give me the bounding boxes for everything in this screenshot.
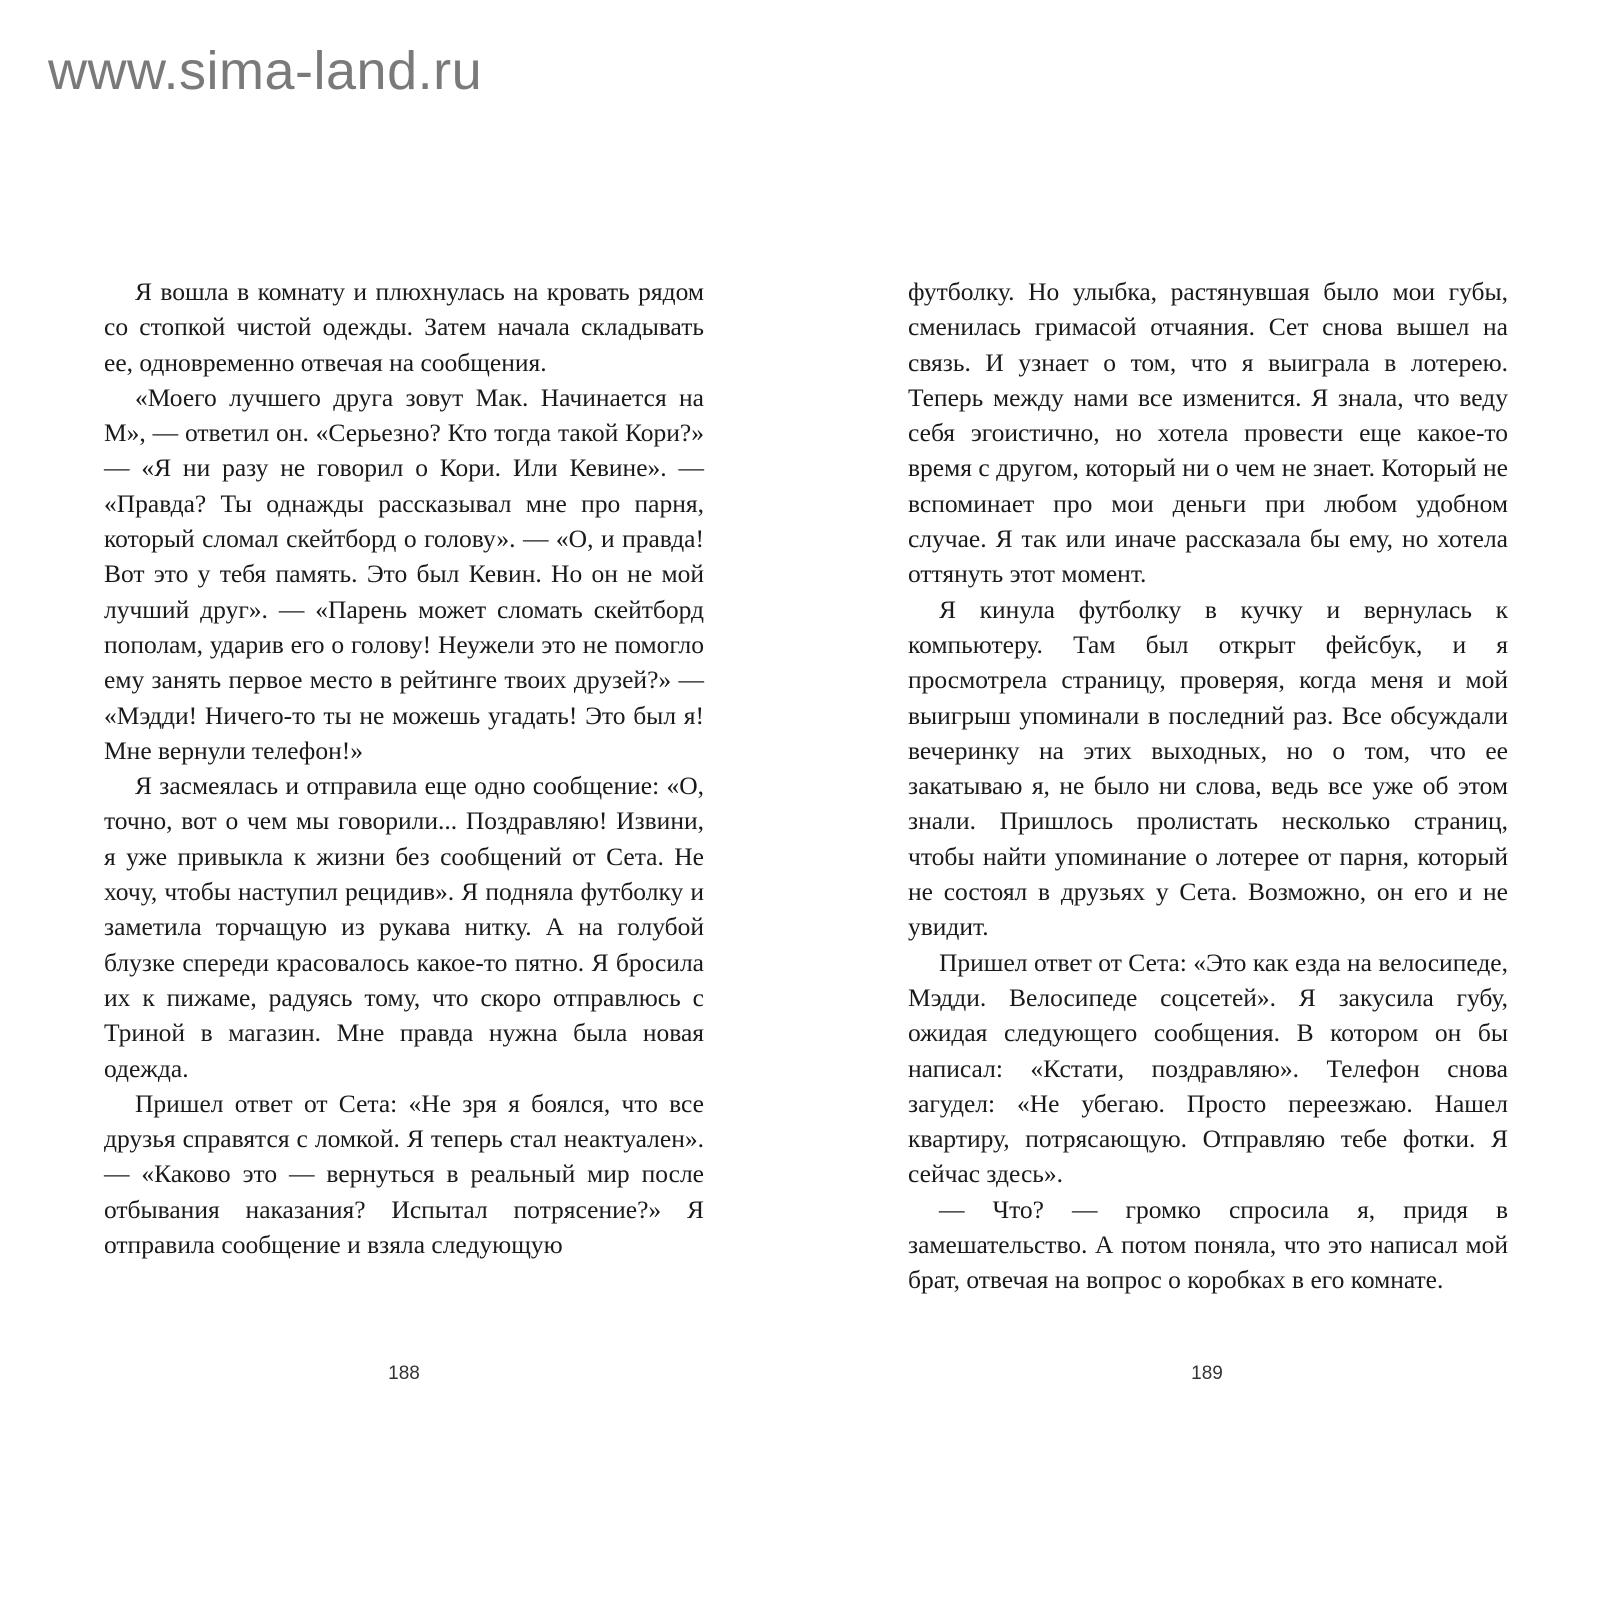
right-paragraph-3: Пришел ответ от Сета: «Это как езда на велосипеде, Мэдди. Велосипеде соцсетей». Я закусила губу, ожидая следующего сообщения. В котором он бы написал: «Кстати, поздравляю». Телефон снова загудел: «Не убегаю. Просто переезжаю. Нашел квартиру, потрясающую. Отправляю тебе фотки. Я сейчас здесь». [908,947,1508,1189]
left-paragraph-1: Я вошла в комнату и плюхнулась на кровать рядом со стопкой чистой одежды. Затем начала складывать ее, одновременно отвечая на сообщения. [104,277,704,377]
left-paragraph-4: Пришел ответ от Сета: «Не зря я боялся, что все друзья справятся с ломкой. Я теперь стал неактуален». — «Каково это — вернуться в реальный мир после отбывания наказания? Испытал потрясение?» Я отправила сообщение и взяла следующую [104,1088,704,1260]
right-paragraph-1: футболку. Но улыбка, растянувшая было мои губы, сменилась гримасой отчаяния. Сет снова вышел на связь. И узнает о том, что я выиграла в лотерею. Теперь между нами все изменится. Я знала, что веду себя эгоистично, но хотела провести еще какое-то время с другом, который ни о чем не знает. Который не вспоминает про мои деньги при любом удобном случае. Я так или иначе рассказала бы ему, но хотела оттянуть этот момент. [908,277,1508,589]
page-number-right: 189 [1191,1363,1223,1384]
left-paragraph-2: «Моего лучшего друга зовут Мак. Начинается на М», — ответил он. «Серьезно? Кто тогда такой Кори?» — «Я ни разу не говорил о Кори. Или Кевине». — «Правда? Ты однажды рассказывал мне про парня, который сломал скейтборд о голову». — «О, и правда! Вот это у тебя память. Это был Кевин. Но он не мой лучший друг». — «Парень может сломать скейтборд пополам, ударив его о голову! Неужели это не помогло ему занять первое место в рейтинге твоих друзей?» — «Мэдди! Ничего-то ты не можешь угадать! Это был я! Мне вернули телефон!» [104,382,704,765]
left-page [104,274,704,1262]
right-paragraph-2: Я кинула футболку в кучку и вернулась к компьютеру. Там был открыт фейсбук, и я просмотрела страницу, проверяя, когда меня и мой выигрыш упоминали в последний раз. Все обсуждали вечеринку на этих выходных, но о том, что ее закатываю я, не было ни слова, ведь все уже об этом знали. Пришлось пролистать несколько страниц, чтобы найти упоминание о лотерее от парня, который не состоял в друзьях у Сета. Возможно, он его и не увидит. [908,594,1508,942]
page-number-left: 188 [388,1363,420,1384]
watermark: www.sima-land.ru [48,41,483,101]
right-paragraph-4: — Что? — громко спросила я, придя в замешательство. А потом поняла, что это написал мой брат, отвечая на вопрос о коробках в его комнате. [908,1194,1508,1295]
left-paragraph-3: Я засмеялась и отправила еще одно сообщение: «О, точно, вот о чем мы говорили... Поздравляю! Извини, я уже привыкла к жизни без сообщений от Сета. Не хочу, чтобы наступил рецидив». Я подняла футболку и заметила торчащую из рукава нитку. А на голубой блузке спереди красовалось какое-то пятно. Я бросила их к пижаме, радуясь тому, что скоро отправлюсь с Триной в магазин. Мне правда нужна была новая одежда. [104,771,704,1083]
right-page [908,274,1508,1298]
